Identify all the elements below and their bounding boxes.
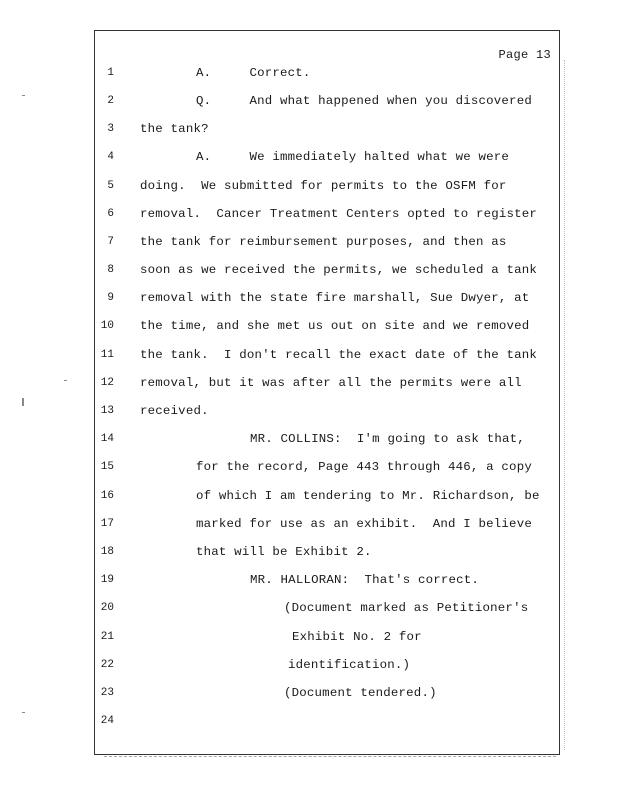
line-number: 2 bbox=[107, 95, 114, 107]
transcript-line: Exhibit No. 2 for bbox=[292, 630, 422, 644]
transcript-line: MR. HALLORAN: That's correct. bbox=[250, 573, 480, 587]
line-number: 17 bbox=[100, 518, 114, 530]
line-number: 11 bbox=[100, 349, 114, 361]
scan-speck bbox=[22, 712, 25, 713]
transcript-line: the tank for reimbursement purposes, and then as bbox=[140, 235, 507, 249]
transcript-line: Q. And what happened when you discovered bbox=[196, 94, 532, 108]
line-number: 7 bbox=[107, 236, 114, 248]
line-number: 14 bbox=[100, 433, 114, 445]
transcript-line: removal. Cancer Treatment Centers opted to register bbox=[140, 207, 538, 221]
transcript-line: marked for use as an exhibit. And I believe bbox=[196, 517, 532, 531]
scan-speck bbox=[64, 380, 67, 381]
transcript-line: of which I am tendering to Mr. Richardson, be bbox=[196, 489, 540, 503]
transcript-line: (Document tendered.) bbox=[284, 686, 437, 700]
transcript-line: soon as we received the permits, we scheduled a tank bbox=[140, 263, 538, 277]
line-number: 15 bbox=[100, 461, 114, 473]
line-number: 1 bbox=[107, 67, 114, 79]
transcript-line: removal, but it was after all the permits were all bbox=[140, 376, 522, 390]
line-number: 3 bbox=[107, 123, 114, 135]
transcript-line: A. We immediately halted what we were bbox=[196, 150, 510, 164]
transcript-page bbox=[94, 30, 560, 755]
line-number: 8 bbox=[107, 264, 114, 276]
line-number: 16 bbox=[100, 490, 114, 502]
transcript-line: the time, and she met us out on site and we removed bbox=[140, 319, 530, 333]
scan-speck bbox=[22, 398, 24, 406]
line-number: 18 bbox=[100, 546, 114, 558]
line-number: 24 bbox=[100, 715, 114, 727]
transcript-line: for the record, Page 443 through 446, a copy bbox=[196, 460, 532, 474]
transcript-line: the tank. I don't recall the exact date of the tank bbox=[140, 348, 538, 362]
scan-speck bbox=[22, 95, 25, 96]
line-number: 4 bbox=[107, 151, 114, 163]
transcript-line: (Document marked as Petitioner's bbox=[284, 601, 529, 615]
transcript-line: doing. We submitted for permits to the OSFM for bbox=[140, 179, 507, 193]
transcript-line: identification.) bbox=[288, 658, 411, 672]
line-number: 23 bbox=[100, 687, 114, 699]
transcript-line: the tank? bbox=[140, 122, 209, 136]
scan-edge-right bbox=[564, 60, 565, 750]
line-number: 21 bbox=[100, 631, 114, 643]
line-number: 5 bbox=[107, 180, 114, 192]
transcript-line: A. Correct. bbox=[196, 66, 311, 80]
transcript-line: removal with the state fire marshall, Sue Dwyer, at bbox=[140, 291, 530, 305]
scan-edge-bottom bbox=[104, 756, 556, 757]
line-number: 19 bbox=[100, 574, 114, 586]
page-number: Page 13 bbox=[498, 48, 551, 62]
line-number: 9 bbox=[107, 292, 114, 304]
line-number: 22 bbox=[100, 659, 114, 671]
line-number: 12 bbox=[100, 377, 114, 389]
transcript-line: received. bbox=[140, 404, 209, 418]
line-number: 13 bbox=[100, 405, 114, 417]
line-number: 6 bbox=[107, 208, 114, 220]
transcript-line: MR. COLLINS: I'm going to ask that, bbox=[250, 432, 525, 446]
transcript-line: that will be Exhibit 2. bbox=[196, 545, 372, 559]
line-number: 10 bbox=[100, 320, 114, 332]
line-number: 20 bbox=[100, 602, 114, 614]
